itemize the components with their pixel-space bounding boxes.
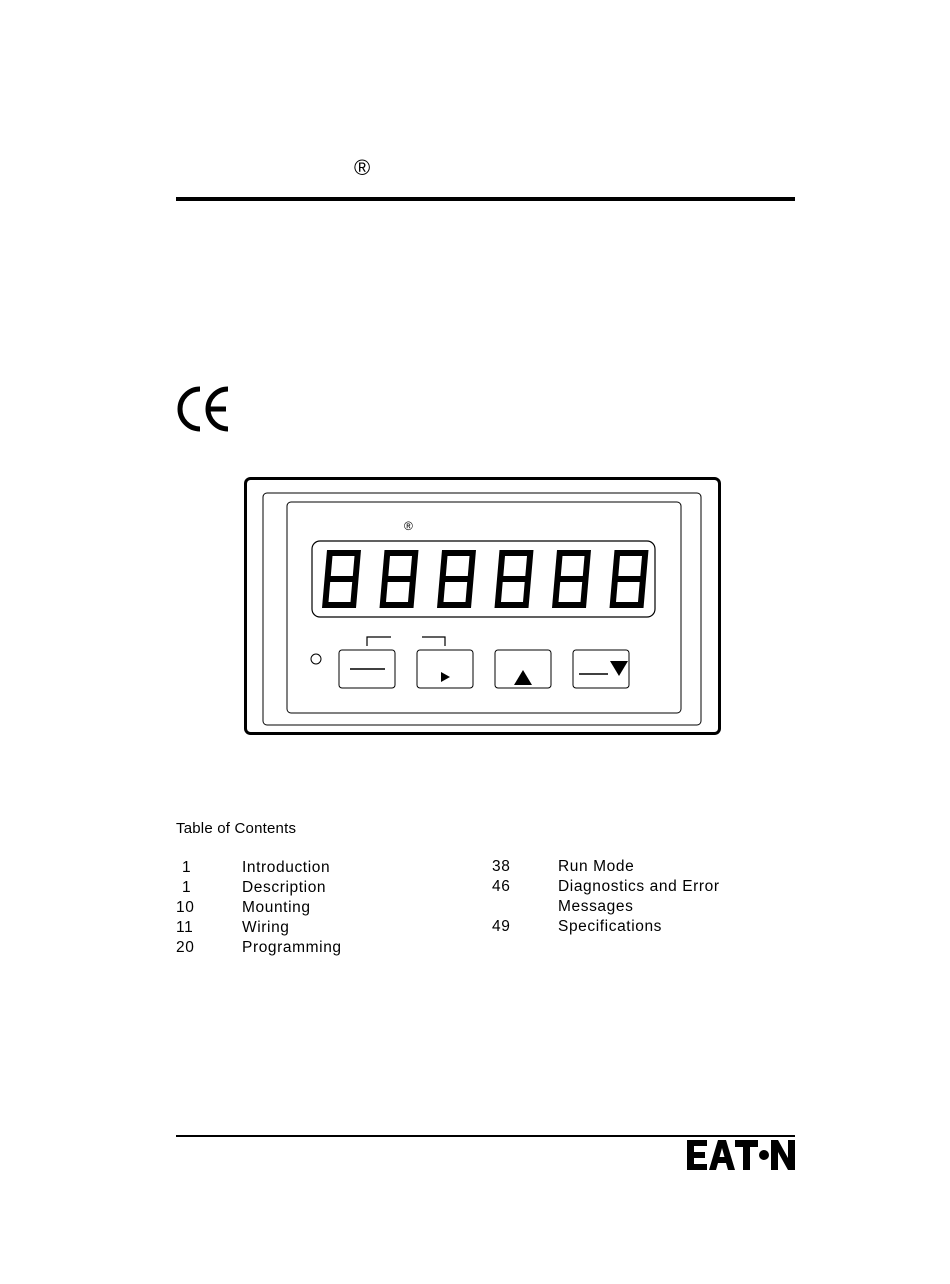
toc-page-number: 1 [182, 859, 192, 876]
toc-entry[interactable] [176, 938, 456, 958]
right-arrow-button[interactable] [417, 650, 473, 688]
display-digit [322, 550, 361, 608]
display-digit [552, 550, 591, 608]
panel-meter-illustration [244, 477, 721, 735]
toc-page-number: 49 [492, 918, 511, 935]
display-digit [380, 550, 419, 608]
toc-entry[interactable] [492, 917, 782, 937]
enter-down-button[interactable] [573, 650, 629, 688]
display-digit [495, 550, 534, 608]
toc-entry[interactable] [176, 858, 456, 878]
up-arrow-button[interactable] [495, 650, 551, 688]
toc-page-number: 11 [176, 919, 194, 936]
toc-title: Table of Contents [176, 820, 297, 837]
toc-page-number: 10 [176, 899, 195, 916]
toc-page-number: 38 [492, 858, 511, 875]
eaton-logo [686, 1139, 796, 1176]
display-digit [437, 550, 476, 608]
toc-page-number: 46 [492, 878, 511, 895]
display-digit [610, 550, 649, 608]
toc-left-column [176, 858, 456, 958]
ce-logo [176, 386, 232, 437]
toc-label: Run Mode [558, 858, 635, 875]
toc-entry[interactable] [176, 878, 456, 898]
toc-label: Specifications [558, 918, 663, 935]
footer-rule [176, 1135, 795, 1137]
toc-label: Introduction [242, 859, 331, 876]
mode-button[interactable] [339, 650, 395, 688]
toc-right-column [492, 857, 782, 937]
toc-label: Mounting [242, 899, 311, 916]
toc-entry[interactable] [176, 918, 456, 938]
toc-entry[interactable] [492, 877, 782, 917]
toc-label: Wiring [242, 919, 290, 936]
registered-mark: ® [354, 155, 371, 180]
toc-entry[interactable] [492, 857, 782, 877]
toc-label: Diagnostics and Error Messages [558, 878, 720, 915]
header-rule [176, 197, 795, 201]
meter-registered-mark: ® [404, 519, 413, 533]
toc-entry[interactable] [176, 898, 456, 918]
toc-page-number: 20 [176, 939, 195, 956]
toc-label: Programming [242, 939, 342, 956]
toc-label: Description [242, 879, 327, 896]
toc-page-number: 1 [182, 879, 192, 896]
